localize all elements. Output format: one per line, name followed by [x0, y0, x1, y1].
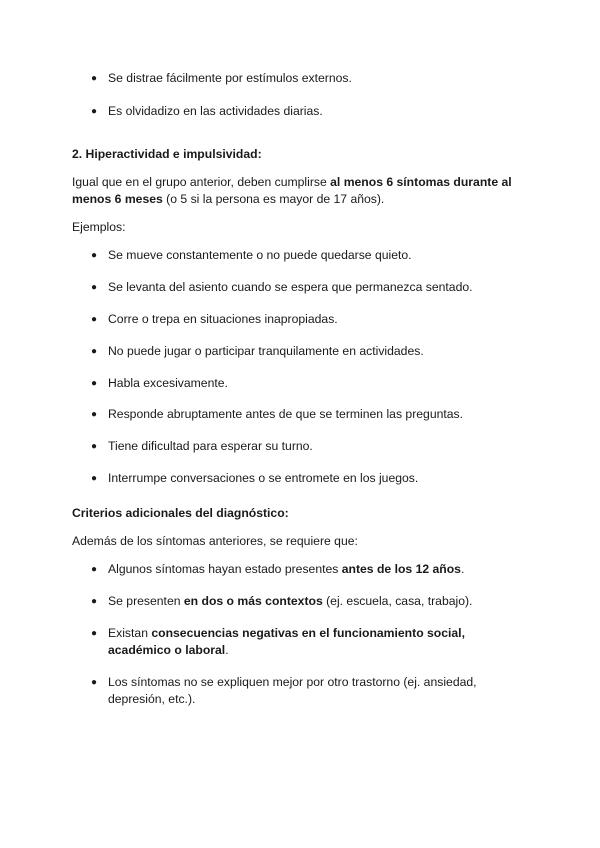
- item-text: Existan: [108, 626, 152, 640]
- bullet-icon: ●: [91, 596, 98, 607]
- item-text-end: .: [460, 562, 465, 576]
- bullet-icon: ●: [91, 409, 98, 420]
- bullet-icon: ●: [91, 106, 98, 117]
- list-item-text: Interrumpe conversaciones o se entromete en los juegos.: [108, 471, 419, 485]
- list-item-text: [108, 561, 498, 578]
- bullet-icon: ●: [91, 314, 98, 325]
- item-bold-text: en dos o más contextos: [183, 594, 323, 608]
- list-item-text: [108, 593, 498, 610]
- list-item-text: Habla excesivamente.: [108, 376, 228, 390]
- list-item-text: Se levanta del asiento cuando se espera que permanezca sentado.: [108, 280, 473, 294]
- bullet-icon: ●: [91, 73, 98, 84]
- list-item-text: [108, 625, 478, 659]
- list-item-text: No puede jugar o participar tranquilamente en actividades.: [108, 344, 424, 358]
- section-heading-hiperactividad: 2. Hiperactividad e impulsividad:: [72, 147, 262, 161]
- bullet-icon: ●: [91, 473, 98, 484]
- list-item-text: Es olvidadizo en las actividades diarias.: [108, 104, 323, 118]
- list-item-text: Corre o trepa en situaciones inapropiadas.: [108, 312, 338, 326]
- bullet-icon: ●: [91, 441, 98, 452]
- bullet-icon: ●: [91, 677, 98, 688]
- item-text-end: .: [225, 643, 229, 657]
- item-bold-text: consecuencias negativas en el funcionamiento social, académico o laboral: [108, 626, 465, 657]
- list-item-text: Tiene dificultad para esperar su turno.: [108, 439, 313, 453]
- list-item-text: Se distrae fácilmente por estímulos externos.: [108, 71, 352, 85]
- list-item-text: Se mueve constantemente o no puede quedarse quieto.: [108, 248, 412, 262]
- intro-text-end: (o 5 si la persona es mayor de 17 años).: [162, 192, 385, 206]
- item-bold-text: antes de los 12 años: [341, 562, 461, 576]
- examples-label: Ejemplos:: [72, 220, 126, 234]
- section2-intro-paragraph: [72, 174, 522, 208]
- bullet-icon: ●: [91, 628, 98, 639]
- list-item-text: Responde abruptamente antes de que se terminen las preguntas.: [108, 407, 464, 421]
- bullet-icon: ●: [91, 282, 98, 293]
- section-heading-criterios: Criterios adicionales del diagnóstico:: [72, 506, 289, 520]
- bullet-icon: ●: [91, 346, 98, 357]
- item-text: Se presenten: [108, 594, 184, 608]
- intro-bold-text: al menos 6 síntomas durante al menos 6 meses: [72, 175, 512, 206]
- bullet-icon: ●: [91, 378, 98, 389]
- bullet-icon: ●: [91, 564, 98, 575]
- item-text: Algunos síntomas hayan estado presentes: [108, 562, 342, 576]
- list-item-text: Los síntomas no se expliquen mejor por otro trastorno (ej. ansiedad, depresión, etc.).: [108, 675, 477, 706]
- bullet-icon: ●: [91, 250, 98, 261]
- section3-intro-paragraph: Además de los síntomas anteriores, se requiere que:: [72, 534, 358, 548]
- intro-text: Igual que en el grupo anterior, deben cumplirse: [72, 175, 331, 189]
- item-text-end: (ej. escuela, casa, trabajo).: [322, 594, 473, 608]
